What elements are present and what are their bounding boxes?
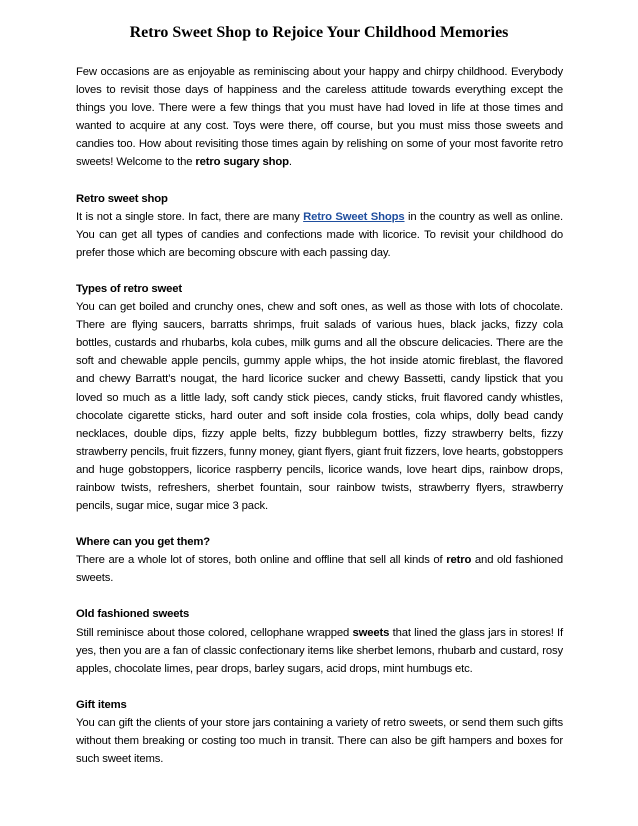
retro-sweet-shops-link[interactable]: Retro Sweet Shops [303, 210, 405, 223]
paragraph-text: that lined the glass jars in stores! If yes, then you are a fan of classic confectionary items like sherbet lemons, rhubarb and custard, rosy apples, chocolate limes, pear drops, barley sugars, acid drops, mint humbugs etc. [76, 626, 563, 675]
section-retro-sweet-shop [76, 190, 563, 262]
section-gift-items [76, 696, 563, 768]
section-paragraph [76, 624, 563, 678]
paragraph-text: in the country as well as online. You can get all types of candies and confections made with licorice. To revisit your childhood do prefer those which are becoming obscure with each passing day. [76, 210, 563, 259]
paragraph-text: and old fashioned sweets. [76, 554, 563, 585]
section-paragraph [76, 208, 563, 262]
paragraph-text: There are a whole lot of stores, both online and offline that sell all kinds of [76, 554, 447, 567]
intro-text: Few occasions are as enjoyable as reminiscing about your happy and chirpy childhood. Everybody loves to revisit those days of happiness and the careless attitude towards everything except the things you love. There were a few things that you must have had loved in life at those times and wanted to acquire at any cost. Toys were there, off course, but you must miss those sweets and candies too. How about revisiting those times again by relishing on some of your most favorite retro sweets! Welcome to the [76, 66, 563, 169]
section-paragraph: You can gift the clients of your store jars containing a variety of retro sweets, or send them such gifts without them breaking or costing too much in transit. There can also be gift hampers and boxes for such sweet items. [76, 716, 563, 766]
section-old-fashioned-sweets [76, 605, 563, 677]
section-heading: Types of retro sweet [76, 282, 183, 295]
bold-keyword: retro [446, 554, 472, 567]
paragraph-text: It is not a single store. In fact, there are many [76, 210, 304, 223]
section-paragraph [76, 551, 563, 587]
intro-paragraph [76, 63, 563, 172]
section-heading: Gift items [76, 698, 127, 711]
section-where-to-get [76, 533, 563, 587]
section-heading: Retro sweet shop [76, 192, 168, 205]
intro-bold-phrase: retro sugary shop [195, 156, 289, 169]
document-title: Retro Sweet Shop to Rejoice Your Childhood Memories [129, 24, 509, 41]
paragraph-text: Still reminisce about those colored, cellophane wrapped [76, 626, 353, 639]
section-paragraph: You can get boiled and crunchy ones, chew and soft ones, as well as those with lots of chocolate. There are flying saucers, barratts shrimps, fruit salads of various hues, black jacks, fizzy cola bottles, custards and rhubarbs, kola cubes, milk gums and all the obscure delicacies. There are the soft and chewable apple pencils, gummy apple whips, the hot inside atomic fireblast, the flavored and chewy Barratt’s nougat, the hard licorice sucker and chewy Bassetti, candy lipstick that you loved so much as a little lady, soft candy stick pieces, candy sticks, fruit flavored candy whistles, chocolate cigarette sticks, hard outer and soft inside cola frosties, cola whips, dolly bead candy necklaces, double dips, fizzy apple belts, fizzy bubblegum bottles, fizzy strawberry belts, fizzy strawberry pencils, fruit fizzers, funny money, giant flyers, giant fruit fizzers, love hearts, gobstoppers and huge gobstoppers, licorice raspberry pencils, licorice wands, love heart dips, rainbow drops, rainbow twists, refreshers, sherbet fountain, sour rainbow twists, strawberry flyers, strawberry pencils, sugar mice, sugar mice 3 pack. [76, 301, 563, 513]
intro-tail: . [288, 156, 292, 169]
section-types-of-retro-sweet [76, 280, 563, 515]
document-body [76, 63, 563, 768]
bold-keyword: sweets [352, 626, 390, 639]
section-heading: Old fashioned sweets [76, 608, 190, 621]
section-heading: Where can you get them? [76, 536, 211, 549]
